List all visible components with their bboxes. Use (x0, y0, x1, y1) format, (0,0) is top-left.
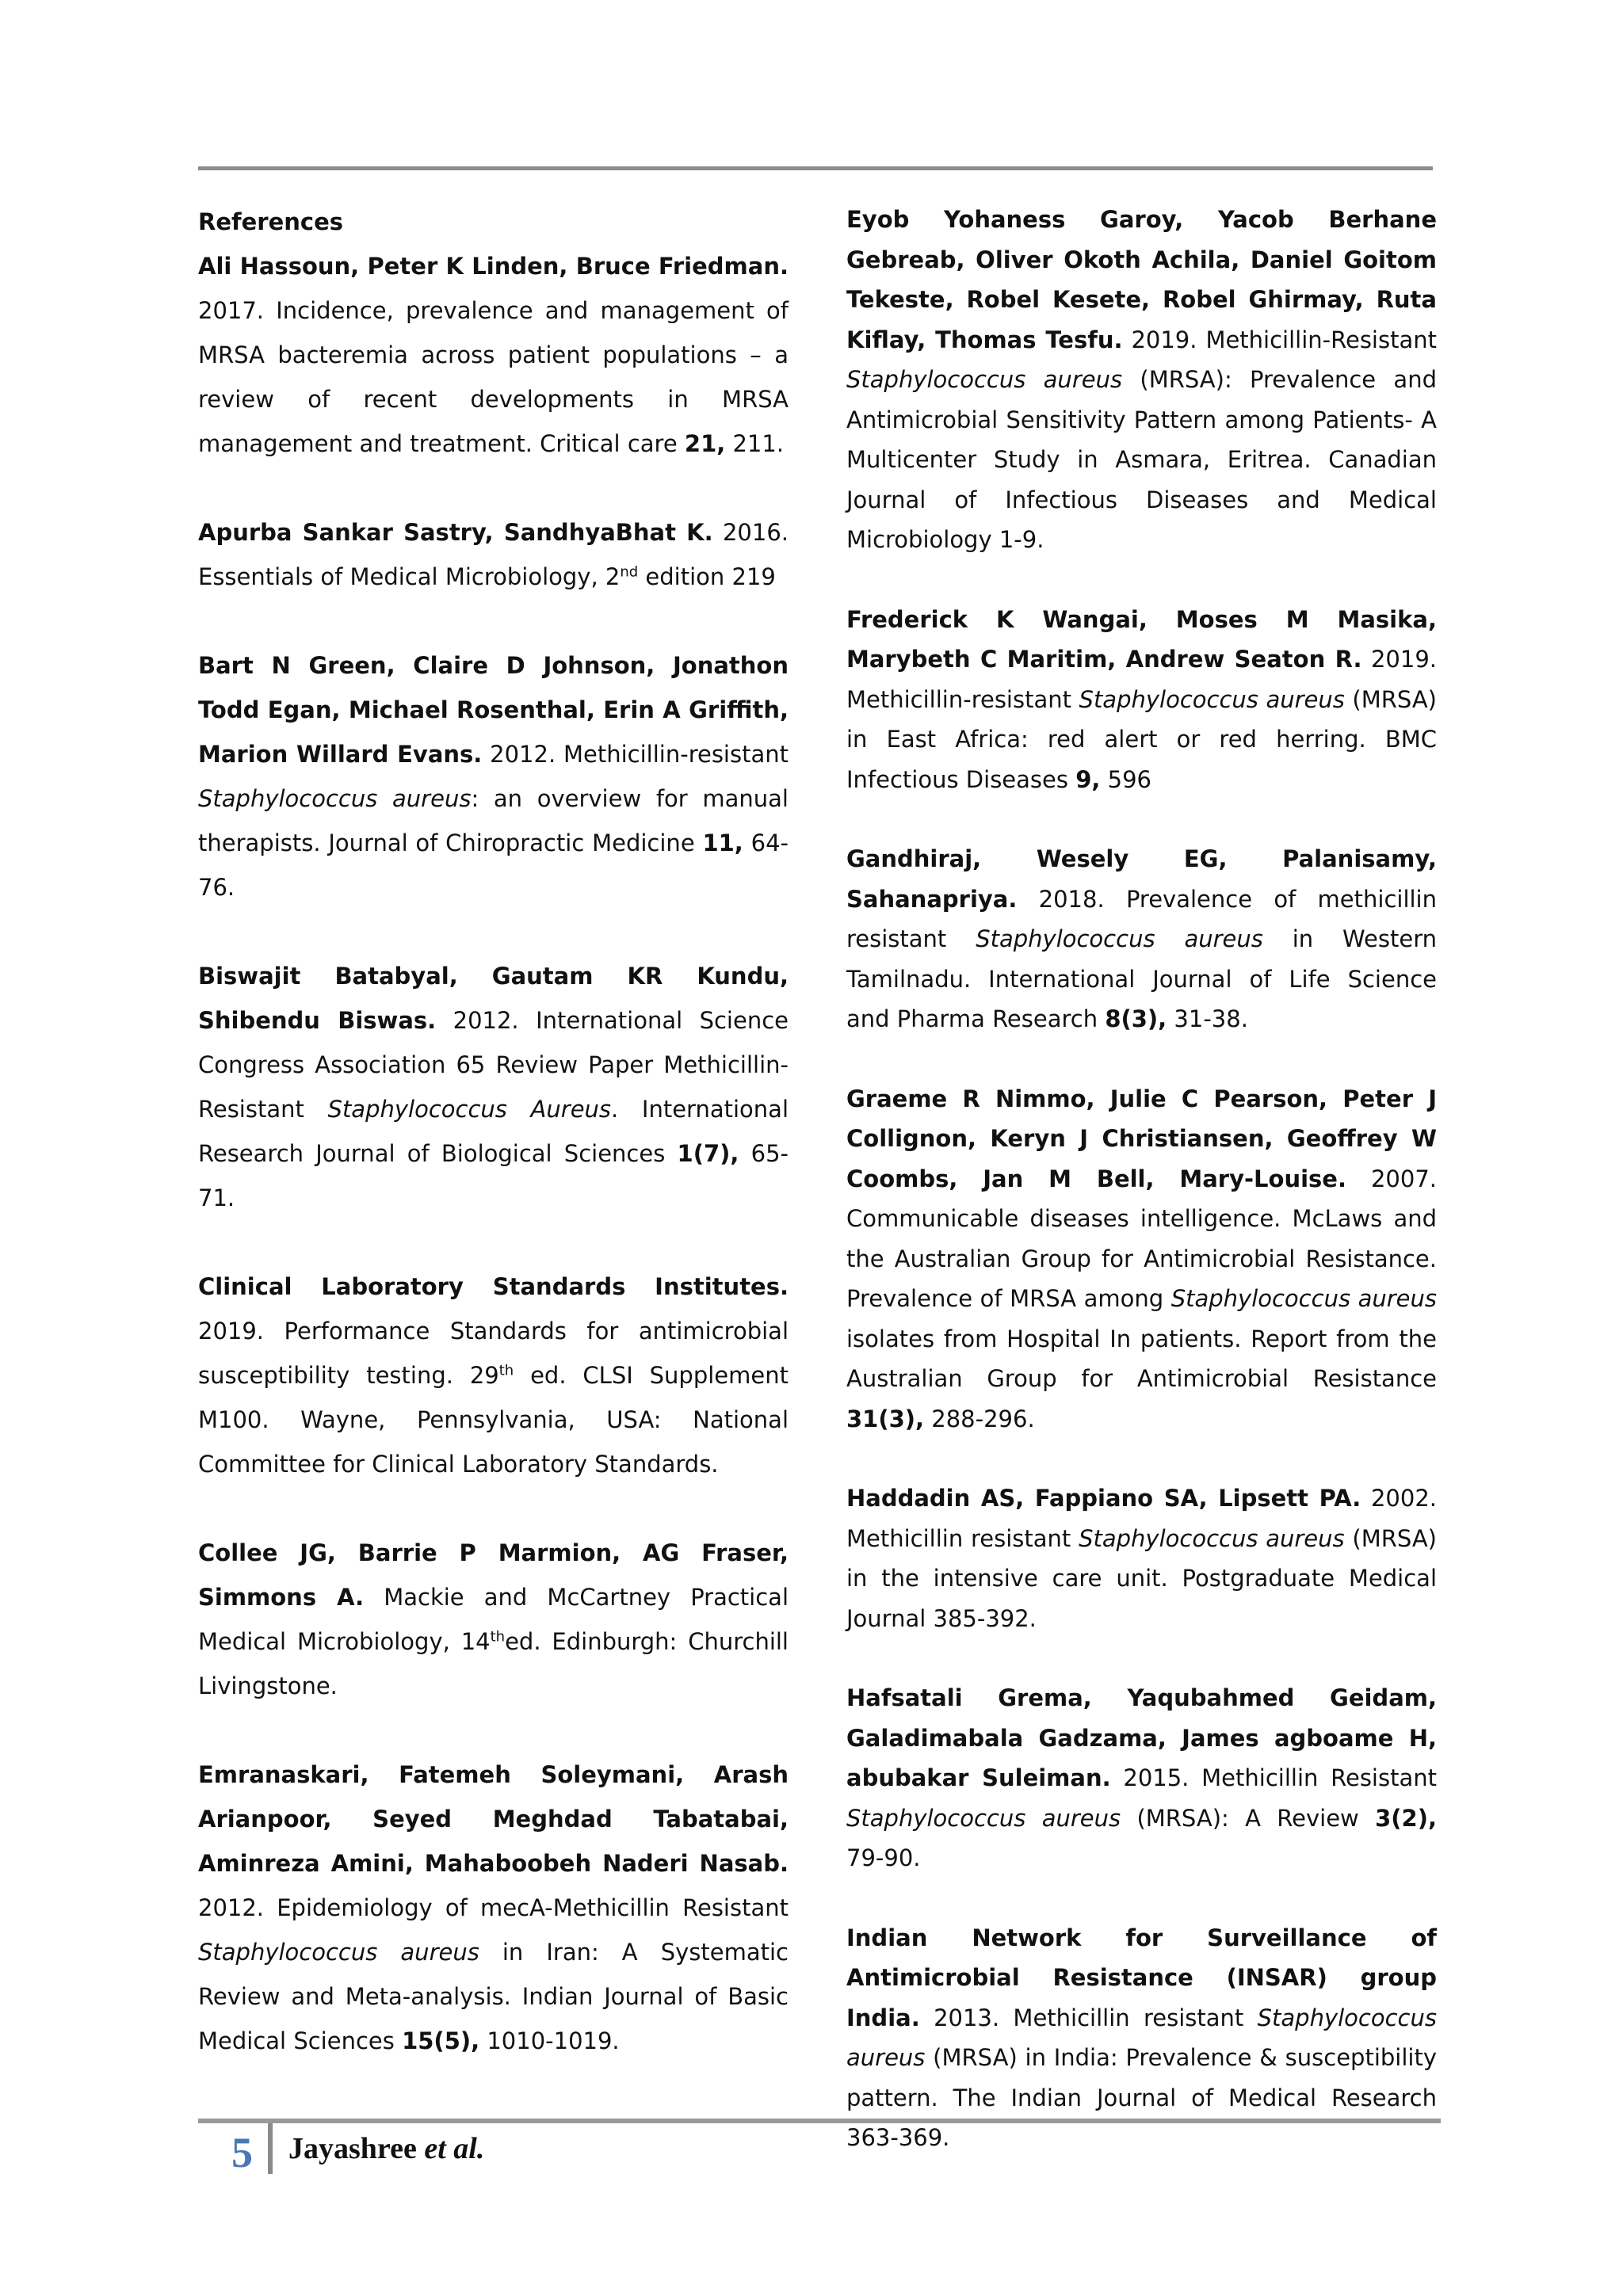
reference-authors: Ali Hassoun, Peter K Linden, Bruce Friedman. (198, 253, 789, 280)
reference-text: 2007. Communicable diseases intelligence. McLaws and the Australian Group for Antimicrobial Resistance. Prevalence of MRSA among (846, 1165, 1437, 1312)
left-reference-list (198, 244, 789, 2063)
right-column (846, 200, 1437, 2198)
reference-text: 2016. Essentials of Medical Microbiology, 2 (198, 519, 789, 590)
reference-text: (MRSA): A Review (1121, 1804, 1376, 1832)
reference-authors: Graeme R Nimmo, Julie C Pearson, Peter J Collignon, Keryn J Christiansen, Geoffrey W Coombs, Jan M Bell, Mary-Louise. (846, 1085, 1437, 1192)
reference-volume: 1(7), (677, 1140, 739, 1167)
right-reference-list (846, 200, 1437, 2158)
reference-authors: Clinical Laboratory Standards Institutes. (198, 1273, 789, 1300)
reference-text: 2018. Prevalence of methicillin resistant (846, 885, 1437, 952)
reference-text: in Iran: A Systematic Review and Meta-analysis. Indian Journal of Basic Medical Sciences (198, 1939, 789, 2054)
reference-text: 596 (1100, 765, 1151, 793)
reference-volume: 9, (1075, 765, 1101, 793)
reference-text: 2012. International Science Congress Association 65 Review Paper Methicillin-Resistant (198, 1007, 789, 1123)
reference-text: 2017. Incidence, prevalence and management of MRSA bacteremia across patient populations – a review of recent developments in MRSA management and treatment. Critical care (198, 297, 789, 457)
bottom-rule (198, 2119, 1441, 2123)
reference-authors: Apurba Sankar Sastry, SandhyaBhat K. (198, 519, 713, 546)
reference-species: Staphylococcus aureus (846, 2004, 1437, 2071)
reference-volume: 15(5), (402, 2027, 480, 2054)
reference-text: . International Research Journal of Biological Sciences (198, 1096, 789, 1167)
reference-entry (198, 1264, 789, 1486)
reference-entry (198, 244, 789, 466)
reference-volume: 31(3), (846, 1405, 925, 1432)
reference-species: Staphylococcus aureus (846, 1804, 1121, 1832)
reference-text: 2012. Epidemiology of mecA-Methicillin Resistant (198, 1894, 789, 1921)
reference-text: 2019. Methicillin-Resistant (1122, 326, 1437, 353)
reference-text: edition 219 (638, 563, 776, 590)
footer-author (288, 2131, 484, 2166)
reference-entry (846, 1478, 1437, 1638)
reference-species: Staphylococcus Aureus (327, 1096, 612, 1123)
reference-text: ed. Edinburgh: Churchill Livingstone. (198, 1628, 789, 1699)
reference-entry (198, 1531, 789, 1708)
reference-species: Staphylococcus aureus (1079, 685, 1345, 713)
reference-entry (846, 200, 1437, 560)
reference-volume: 11, (702, 830, 743, 856)
page-number: 5 (231, 2129, 253, 2176)
left-column (198, 200, 789, 2107)
reference-authors: Emranaskari, Fatemeh Soleymani, Arash Arianpoor, Seyed Meghdad Tabatabai, Aminreza Amini, Mahaboobeh Naderi Nasab. (198, 1761, 789, 1877)
reference-text: in Western Tamilnadu. International Journal of Life Science and Pharma Research (846, 925, 1437, 1032)
reference-authors: Eyob Yohaness Garoy, Yacob Berhane Gebreab, Oliver Okoth Achila, Daniel Goitom Tekeste, Robel Kesete, Robel Ghirmay, Ruta Kiflay, Thomas Tesfu. (846, 206, 1437, 353)
reference-text: 2019. Performance Standards for antimicrobial susceptibility testing. 29 (198, 1318, 789, 1389)
reference-authors: Bart N Green, Claire D Johnson, Jonathon Todd Egan, Michael Rosenthal, Erin A Griffith, Marion Willard Evans. (198, 652, 789, 768)
reference-entry (198, 510, 789, 599)
reference-species: Staphylococcus aureus (1079, 1524, 1345, 1552)
reference-text: 79-90. (846, 1844, 921, 1871)
reference-text: 2015. Methicillin Resistant (1110, 1764, 1437, 1791)
reference-species: Staphylococcus aureus (846, 366, 1123, 393)
reference-authors: Hafsatali Grema, Yaqubahmed Geidam, Galadimabala Gadzama, James agboame H, abubakar Suleiman. (846, 1684, 1437, 1791)
reference-text: (MRSA) in the intensive care unit. Postgraduate Medical Journal 385-392. (846, 1524, 1437, 1632)
reference-text: 2013. Methicillin resistant (919, 2004, 1258, 2031)
reference-text: ed. CLSI Supplement M100. Wayne, Pennsylvania, USA: National Committee for Clinical Laboratory Standards. (198, 1362, 789, 1478)
reference-text: (MRSA) in India: Prevalence & susceptibility pattern. The Indian Journal of Medical Research 363-369. (846, 2044, 1437, 2151)
reference-volume: 8(3), (1105, 1005, 1167, 1032)
footer-etal: et al. (424, 2132, 485, 2165)
reference-text: 1010-1019. (479, 2027, 620, 2054)
reference-text: isolates from Hospital In patients. Report from the Australian Group for Antimicrobial Resistance (846, 1325, 1437, 1392)
reference-authors: Haddadin AS, Fappiano SA, Lipsett PA. (846, 1485, 1361, 1512)
reference-text: Mackie and McCartney Practical Medical Microbiology, 14 (198, 1584, 789, 1655)
reference-entry (846, 600, 1437, 800)
reference-text: 288-296. (924, 1405, 1035, 1432)
reference-species: Staphylococcus aureus (198, 1939, 479, 1966)
reference-species: Staphylococcus aureus (976, 925, 1263, 952)
reference-entry (846, 1079, 1437, 1440)
reference-text: (MRSA): Prevalence and Antimicrobial Sensitivity Pattern among Patients- A Multicenter Study in Asmara, Eritrea. Canadian Journal of Infectious Diseases and Medical Microbiology 1-9. (846, 366, 1437, 553)
references-heading: References (198, 208, 344, 235)
reference-authors: Indian Network for Surveillance of Antimicrobial Resistance (INSAR) group India. (846, 1924, 1437, 2031)
reference-text: : an overview for manual therapists. Journal of Chiropractic Medicine (198, 785, 789, 856)
reference-authors: Biswajit Batabyal, Gautam KR Kundu, Shibendu Biswas. (198, 963, 789, 1034)
reference-text: 64-76. (198, 830, 789, 901)
reference-entry (198, 643, 789, 910)
reference-superscript: th (498, 1362, 514, 1379)
reference-authors: Frederick K Wangai, Moses M Masika, Marybeth C Maritim, Andrew Seaton R. (846, 605, 1437, 673)
reference-entry (846, 839, 1437, 1039)
reference-authors: Gandhiraj, Wesely EG, Palanisamy, Sahanapriya. (846, 845, 1437, 913)
footer-author-name: Jayashree (288, 2132, 417, 2165)
top-rule (198, 166, 1433, 170)
reference-volume: 21, (684, 430, 726, 457)
reference-entry (198, 1753, 789, 2063)
reference-superscript: nd (620, 563, 639, 581)
reference-text: 31-38. (1167, 1005, 1248, 1032)
reference-species: Staphylococcus aureus (1170, 1285, 1437, 1312)
reference-entry (846, 1678, 1437, 1878)
reference-text: 2002. Methicillin resistant (846, 1485, 1437, 1552)
reference-text: 2019. Methicillin-resistant (846, 646, 1437, 713)
footer-divider (268, 2123, 273, 2174)
reference-volume: 3(2), (1375, 1804, 1437, 1832)
reference-text: (MRSA) in East Africa: red alert or red herring. BMC Infectious Diseases (846, 685, 1437, 793)
reference-text: 211. (725, 430, 785, 457)
reference-text: 65-71. (198, 1140, 789, 1211)
reference-superscript: th (490, 1628, 506, 1646)
reference-entry (198, 954, 789, 1220)
reference-species: Staphylococcus aureus (198, 785, 472, 812)
reference-text: 2012. Methicillin-resistant (482, 741, 789, 768)
reference-authors: Collee JG, Barrie P Marmion, AG Fraser, Simmons A. (198, 1539, 789, 1611)
